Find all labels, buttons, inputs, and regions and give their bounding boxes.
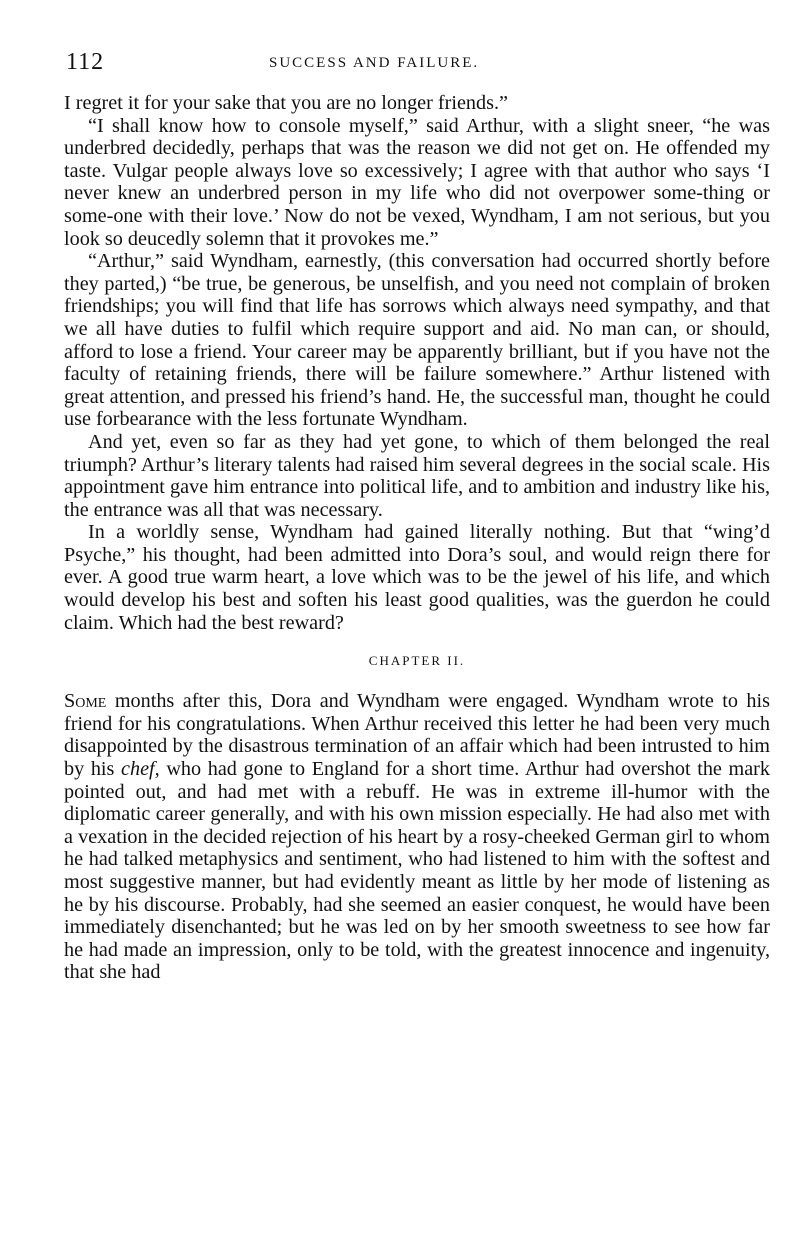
paragraph-continuation: I regret it for your sake that you are no longer friends.” xyxy=(64,92,508,114)
chapter-text-part-1: months after this, Dora and Wyndham were engaged. Wyndham wrote to his friend for his congratulations. When Arthur received this letter he had been very much disappointed by the disastrous termination of an affair which had been intrusted to him by his xyxy=(64,690,770,781)
paragraph-worldly-sense: In a worldly sense, Wyndham had gained literally nothing. But that “wing’d Psyche,” his thought, had been admitted into Dora’s soul, and would reign there for ever. A good true warm heart, a love which was to be the jewel of his life, and which would develop his best and soften his least good qualities, was the guerdon he could claim. Which had the best reward? xyxy=(64,521,770,634)
paragraph-chapter-opening xyxy=(64,690,770,984)
running-head xyxy=(66,48,772,78)
chapter-lead-word: Some xyxy=(64,690,107,713)
chapter-heading: CHAPTER II. xyxy=(368,653,466,669)
paragraph-wyndham-advice: “Arthur,” said Wyndham, earnestly, (this conversation had occurred shortly before they parted,) “be true, be generous, be unselfish, and you need not complain of broken friendships; you will find that life has sorrows which always need sympathy, and that we all have duties to fulfil which require support and aid. No man can, or should, afford to lose a friend. Your career may be apparently brilliant, but if you have not the faculty of retaining friends, there will be failure somewhere.” Arthur listened with great attention, and pressed his friend’s hand. He, the successful man, thought he could use forbearance with the less fortunate Wyndham. xyxy=(64,250,770,431)
body-text xyxy=(64,92,770,984)
chapter-italic-word: chef, xyxy=(121,758,160,781)
chapter-text-part-2: who had gone to England for a short time. Arthur had overshot the mark pointed out, and had met with a rebuff. He was in extreme ill-humor with the diplomatic career generally, and with his own mission especially. He had also met with a vexation in the decided rejection of his heart by a rosy-cheeked German girl to whom he had talked metaphysics and sentiment, who had listened to him with the softest and most suggestive manner, but had evidently meant as little by her mode of listening as he by his discourse. Probably, had she seemed an easier conquest, he would have been immediately disenchanted; but he was led on by her smooth sweetness to see how far he had made an impression, only to be told, with the greatest innocence and ingenuity, that she had xyxy=(64,758,770,984)
paragraph-real-triumph: And yet, even so far as they had yet gone, to which of them belonged the real triumph? Arthur’s literary talents had raised him several degrees in the social scale. His appointment gave him entrance into political life, and to ambition and industry like his, the entrance was all that was necessary. xyxy=(64,430,770,521)
paragraph-arthur-sneer: “I shall know how to console myself,” said Arthur, with a slight sneer, “he was underbred decidedly, perhaps that was the reason we did not get on. He offended my taste. Vulgar people always love so excessively; I agree with that author who says ‘I never knew an underbred person in my life who did not overpower some-thing or some-one with their love.’ Now do not be vexed, Wyndham, I am not serious, but you look so deucedly solemn that it provokes me.” xyxy=(64,114,770,250)
running-title: SUCCESS AND FAILURE. xyxy=(269,55,480,71)
page-number: 112 xyxy=(66,49,105,75)
